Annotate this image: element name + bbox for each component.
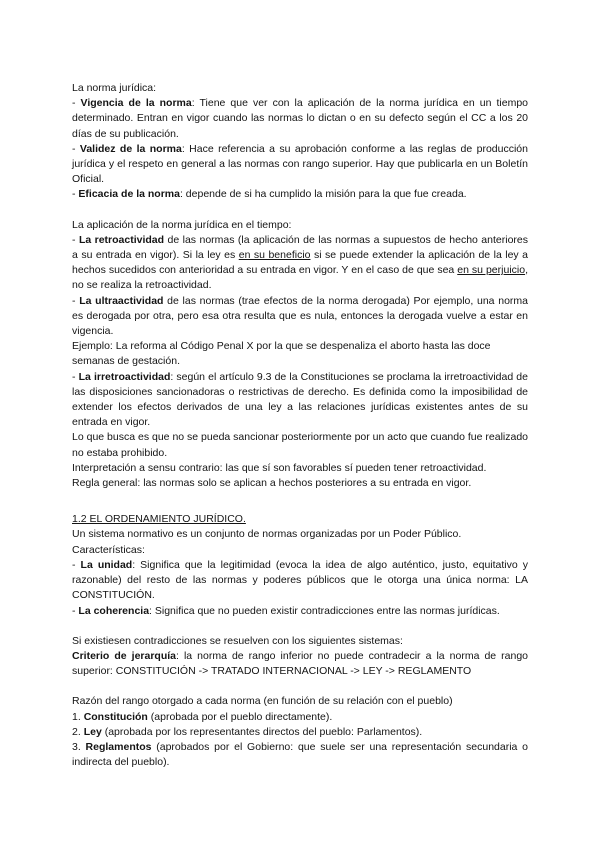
rango-item-term: Reglamentos <box>85 740 152 753</box>
irretroactividad-term: La irretroactividad <box>78 370 171 383</box>
rango-item-ley <box>72 725 528 740</box>
retroactividad-paragraph: - La retroactividad de las normas (la aplicación de las normas a supuestos de hecho anteriores a su entrada en vigor). Si la ley es en su beneficio si se puede extender la aplicación de la ley a hechos sucedidos con anterioridad a su entrada en vigor. Y en el caso de que sea en su perjuicio, no se realiza la retroactividad. <box>72 233 529 292</box>
sistema-normativo-definicion: Un sistema normativo es un conjunto de normas organizadas por un Poder Público. <box>72 528 462 541</box>
unidad-paragraph: - La unidad: Significa que la legitimidad (evoca la idea de algo auténtico, justo, equitativo y razonable) del resto de las normas y poderes públicos que le otorga una única norma: LA CONSTITUCIÓN. <box>72 558 528 602</box>
ejemplo-paragraph: Ejemplo: La reforma al Código Penal X por la que se despenaliza el aborto hasta las doce semanas de gestación. <box>72 340 491 368</box>
vigencia-term: Vigencia de la norma <box>80 97 192 110</box>
coherencia-term: La coherencia <box>78 604 150 617</box>
contradicciones-intro: Si existiesen contradicciones se resuelven con los siguientes sistemas: <box>72 634 403 647</box>
criterio-jerarquia-term: Criterio de jerarquía <box>72 649 177 662</box>
coherencia-paragraph: - La coherencia: Significa que no pueden existir contradicciones entre las normas jurídicas. <box>72 604 500 617</box>
perjuicio-underlined: en su perjuicio <box>457 264 526 277</box>
rango-item-reglamentos <box>72 740 528 770</box>
validez-text: : Hace referencia a su aprobación conforme a las reglas de producción jurídica y el respeto en general a las normas con rango superior. Hay que publicarla en un Boletín Oficial. <box>72 142 528 186</box>
validez-term: Validez de la norma <box>79 142 182 155</box>
eficacia-text: : depende de si ha cumplido la misión para la que fue creada. <box>179 188 467 201</box>
regla-general-paragraph: Regla general: las normas solo se aplican a hechos posteriores a su entrada en vigor. <box>72 477 472 490</box>
retroactividad-term: La retroactividad <box>78 233 165 246</box>
rango-item-text: (aprobados por el Gobierno: que suele ser una representación secundaria o indirecta del pueblo). <box>72 740 528 769</box>
rango-item-number: 1. <box>72 710 84 723</box>
ultraactividad-paragraph: - La ultraactividad de las normas (trae efectos de la norma derogada) Por ejemplo, una norma es derogada por otra, pero esa otra resulta que es nula, entonces la derogada vuelve a estar en vigencia. <box>72 294 528 338</box>
eficacia-paragraph: - Eficacia de la norma: depende de si ha cumplido la misión para la que fue creada. <box>72 188 467 201</box>
criterio-jerarquia-paragraph <box>72 649 528 679</box>
norma-heading: La norma jurídica: <box>72 82 157 94</box>
busca-paragraph: Lo que busca es que no se pueda sancionar posteriormente por un acto que cuando fue realizado no estaba prohibido. <box>72 431 528 459</box>
rango-item-number: 2. <box>72 725 84 738</box>
irretroactividad-text: : según el artículo 9.3 de la Constituciones se proclama la irretroactividad de las disposiciones sancionadoras o restrictivas de derecho. Es definida como la imposibilidad de extender los efectos derivados de una ley a las relaciones jurídicas existentes antes de su entrada en vigor. <box>72 370 528 429</box>
unidad-term: La unidad <box>80 558 133 571</box>
retroactividad-text-3: , no se realiza la retroactividad. <box>72 264 528 292</box>
validez-paragraph: - Validez de la norma: Hace referencia a su aprobación conforme a las reglas de producción jurídica y el respeto en general a las normas con rango superior. Hay que publicarla en un Boletín Oficial. <box>72 142 528 186</box>
tiempo-heading: La aplicación de la norma jurídica en el tiempo: <box>72 218 292 231</box>
retroactividad-text-2: si se puede extender la aplicación de la ley a hechos sucedidos con anterioridad a su entrada en vigor. Y en el caso de que sea <box>72 249 529 277</box>
rango-item-text: (aprobada por el pueblo directamente). <box>147 710 333 723</box>
document-body <box>72 81 528 770</box>
rango-item-constitucion <box>72 710 528 725</box>
ultraactividad-text: de las normas (trae efectos de la norma derogada) Por ejemplo, una norma es derogada por otra, pero esa otra resulta que es nula, entonces la derogada vuelve a estar en vigencia. <box>72 294 528 338</box>
retroactividad-text-1: de las normas (la aplicación de las normas a supuestos de hecho anteriores a su entrada en vigor). Si la ley es <box>72 233 528 262</box>
vigencia-paragraph: - Vigencia de la norma: Tiene que ver con la aplicación de la norma jurídica en un tiempo determinado. Entran en vigor cuando las normas lo dictan o en su defecto según el CC a los 20 días de su publicación. <box>72 97 528 140</box>
rango-item-text: (aprobada por los representantes directos del pueblo: Parlamentos). <box>101 725 423 738</box>
vigencia-text: : Tiene que ver con la aplicación de la norma jurídica en un tiempo determinado. Entran en vigor cuando las normas lo dictan o en su defecto según el CC a los 20 días de su publicación. <box>72 97 528 140</box>
rango-item-term: Constitución <box>83 710 148 723</box>
coherencia-text: : Significa que no pueden existir contradicciones entre las normas jurídicas. <box>149 604 500 617</box>
rango-item-number: 3. <box>72 740 86 753</box>
caracteristicas-label: Características: <box>72 543 145 556</box>
rango-intro: Razón del rango otorgado a cada norma (en función de su relación con el pueblo) <box>72 695 453 708</box>
criterio-jerarquia-text: : la norma de rango inferior no puede contradecir a la norma de rango superior: CONSTITUCIÓN -> TRATADO INTERNACIONAL -> LEY -> REGLAMENTO <box>72 649 529 678</box>
interpretacion-paragraph: Interpretación a sensu contrario: las que sí son favorables sí pueden tener retroactividad. <box>72 461 487 474</box>
unidad-text: : Significa que la legitimidad (evoca la idea de algo auténtico, justo, equitativo y razonable) del resto de las normas y poderes públicos que le otorga una única norma: LA CONSTITUCIÓN. <box>72 558 528 602</box>
ultraactividad-term: La ultraactividad <box>79 294 164 307</box>
beneficio-underlined: en su beneficio <box>238 249 311 262</box>
irretroactividad-paragraph: - La irretroactividad: según el artículo 9.3 de la Constituciones se proclama la irretroactividad de las disposiciones sancionadoras o restrictivas de derecho. Es definida como la imposibilidad de extender los efectos derivados de una ley a las relaciones jurídicas existentes antes de su entrada en vigor. <box>72 370 528 429</box>
ordenamiento-heading: 1.2 EL ORDENAMIENTO JURÍDICO. <box>72 513 246 526</box>
eficacia-term: Eficacia de la norma <box>78 188 180 201</box>
rango-item-term: Ley <box>83 725 102 738</box>
